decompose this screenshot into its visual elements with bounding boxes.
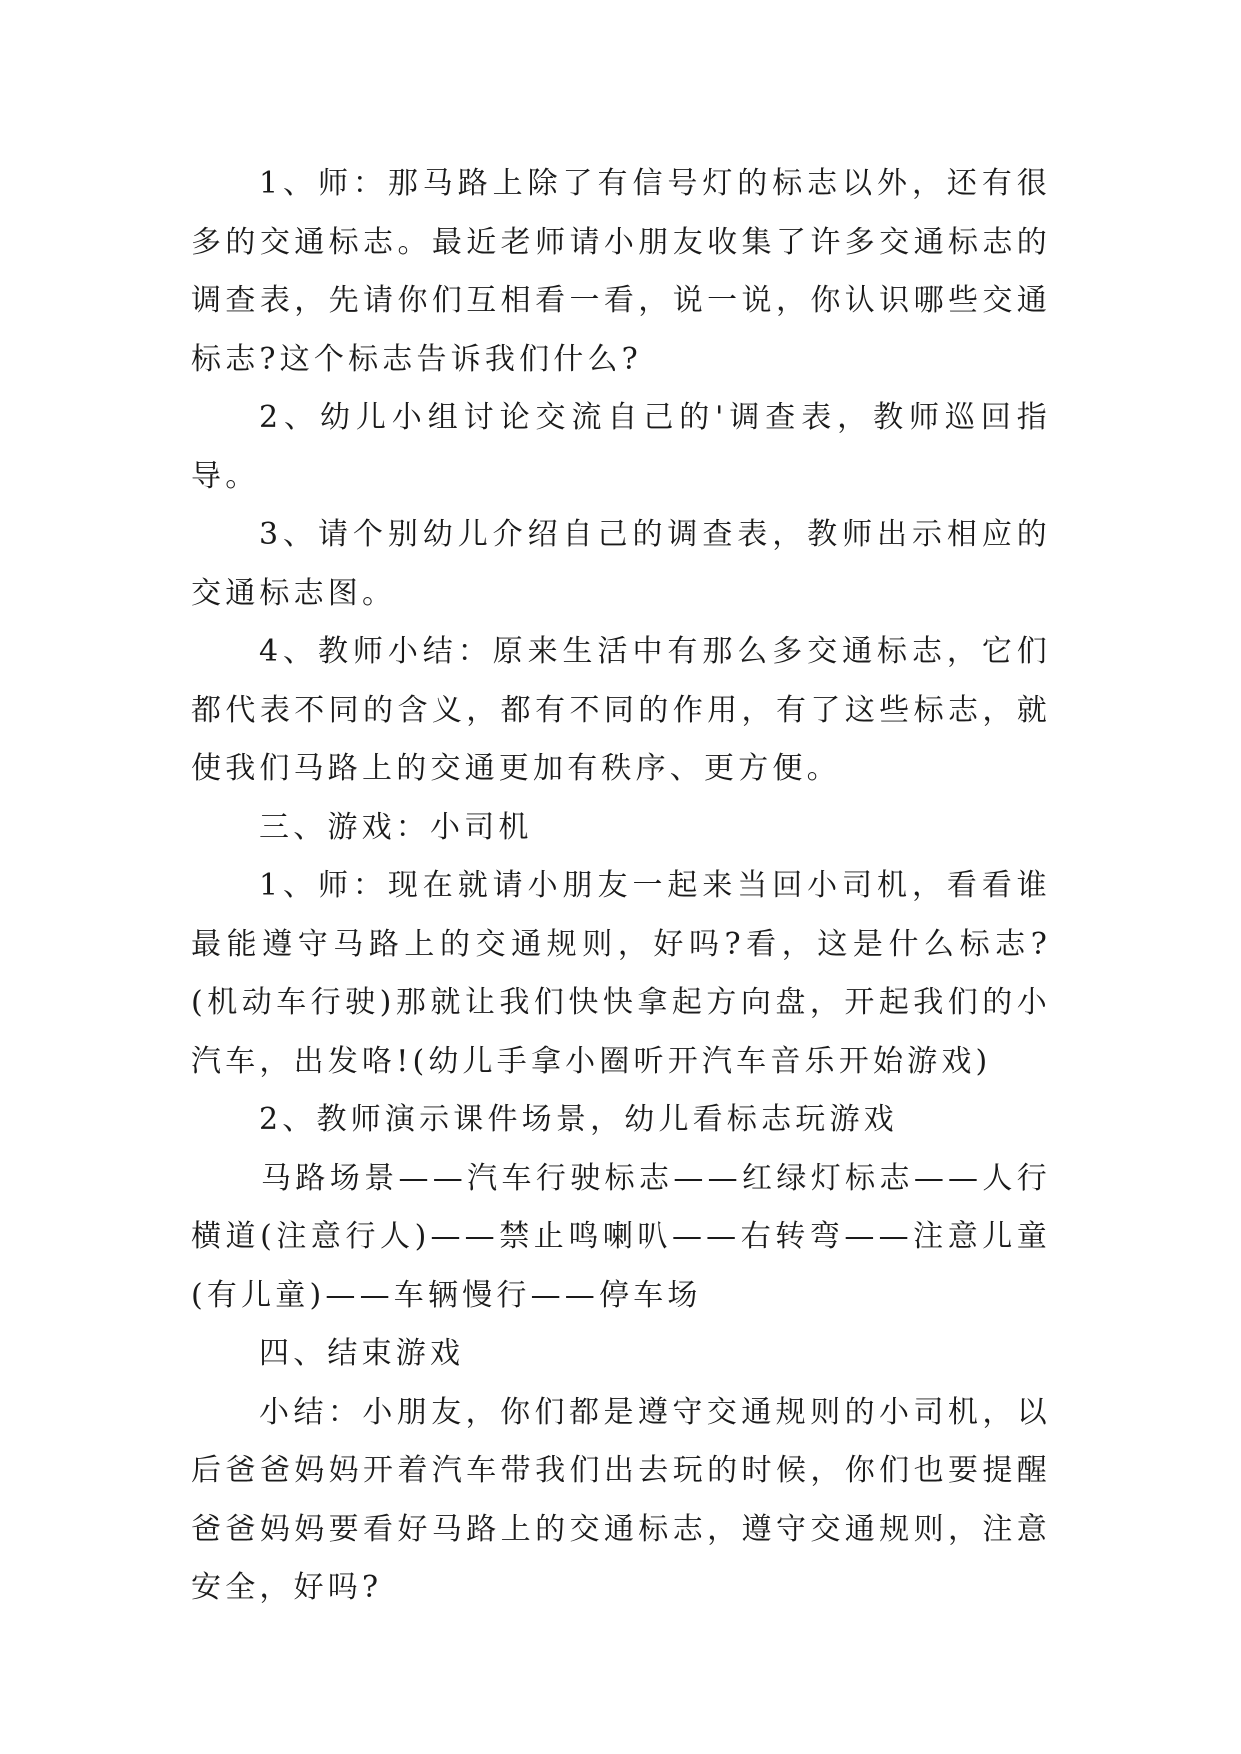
paragraph-courseware-demo: 2、教师演示课件场景，幼儿看标志玩游戏 [259,1102,898,1137]
paragraph-individual-intro: 3、请个别幼儿介绍自己的调查表，教师出示相应的交通标志图。 [191,517,1051,611]
document-body [191,155,1051,1618]
paragraph-group-discussion: 2、幼儿小组讨论交流自己的'调查表，教师巡回指导。 [191,400,1051,494]
paragraph-road-scene-sequence: 马路场景——汽车行驶标志——红绿灯标志——人行横道(注意行人)——禁止鸣喇叭——右转弯——注意儿童(有儿童)——车辆慢行——停车场 [191,1160,1051,1313]
paragraph-teacher-summary: 4、教师小结：原来生活中有那么多交通标志，它们都代表不同的含义，都有不同的作用，有了这些标志，就使我们马路上的交通更加有秩序、更方便。 [191,634,1051,786]
paragraph-closing-summary: 小结：小朋友，你们都是遵守交通规则的小司机，以后爸爸妈妈开着汽车带我们出去玩的时候，你们也要提醒爸爸妈妈要看好马路上的交通标志，遵守交通规则，注意安全，好吗? [191,1394,1051,1605]
paragraph-teacher-question: 1、师：那马路上除了有信号灯的标志以外，还有很多的交通标志。最近老师请小朋友收集了许多交通标志的调查表，先请你们互相看一看，说一说，你认识哪些交通标志?这个标志告诉我们什么? [191,166,1051,377]
section-heading-game: 三、游戏：小司机 [259,809,533,845]
section-heading-end-game: 四、结束游戏 [259,1336,465,1371]
paragraph-little-driver: 1、师：现在就请小朋友一起来当回小司机，看看谁最能遵守马路上的交通规则，好吗?看，这是什么标志?(机动车行驶)那就让我们快快拿起方向盘，开起我们的小汽车，出发咯!(幼儿手拿小圈听开汽车音乐开始游戏) [191,868,1051,1079]
